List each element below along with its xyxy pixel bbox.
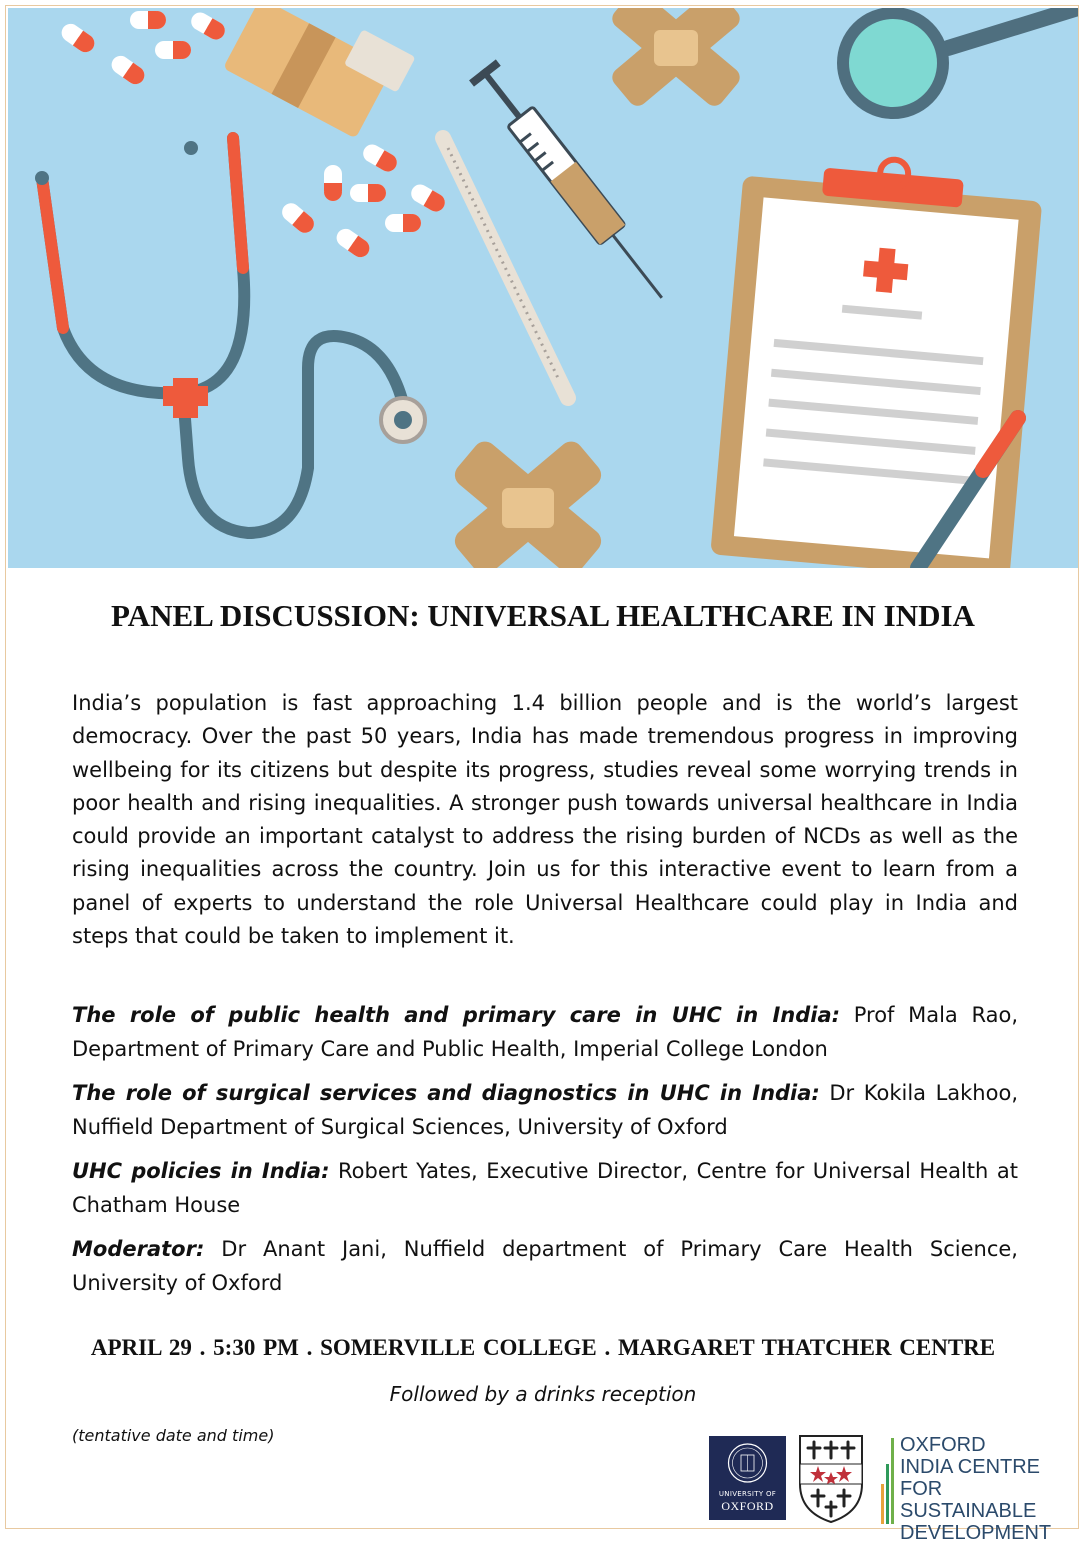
panel-item	[72, 1077, 1018, 1144]
oic-wordmark	[900, 1434, 1080, 1544]
panel-speaker: Prof Mala Rao, Department of Primary Care and Public Health, Imperial College London	[72, 1003, 1018, 1061]
oxford-logo-line2: OXFORD	[721, 1499, 774, 1513]
clipboard	[710, 147, 1045, 568]
panel-item	[72, 999, 1018, 1066]
tentative-note: (tentative date and time)	[72, 1426, 275, 1445]
panel-speaker: Dr Anant Jani, Nuffield department of Primary Care Health Science, University of Oxford	[72, 1237, 1018, 1295]
oic-line: INDIA CENTRE	[900, 1456, 1041, 1478]
oxford-crest-icon	[709, 1436, 786, 1488]
oic-bars-icon	[880, 1434, 898, 1524]
panel-speaker: Robert Yates, Executive Director, Centre for Universal Health at Chatham House	[72, 1159, 1018, 1217]
oxford-logo	[709, 1436, 786, 1520]
medical-illustration	[8, 8, 1078, 568]
panel-topic: UHC policies in India:	[72, 1159, 330, 1183]
oic-line: FOR SUSTAINABLE	[900, 1478, 1037, 1522]
panel-topic: The role of public health and primary care in UHC in India:	[72, 1003, 841, 1027]
drinks-note: Followed by a drinks reception	[389, 1382, 697, 1406]
somerville-crest-icon	[796, 1432, 866, 1524]
panel-speaker: Dr Kokila Lakhoo, Nuffield Department of Surgical Sciences, University of Oxford	[72, 1081, 1018, 1139]
oic-line: OXFORD	[900, 1434, 986, 1456]
intro-paragraph: India’s population is fast approaching 1.4 billion people and is the world’s largest democracy. Over the past 50 years, India has made tremendous progress in improving wellbeing for its citizens but despite its progress, studies reveal some worrying trends in poor health and rising inequalities. A stronger push towards universal healthcare in India could provide an important catalyst to address the rising burden of NCDs as well as the rising inequalities across the country. Join us for this interactive event to learn from a panel of experts to understand the role Universal Healthcare could play in India and steps that could be taken to implement it.	[72, 691, 1018, 949]
oic-line: DEVELOPMENT	[900, 1522, 1052, 1544]
panel-item	[72, 1233, 1018, 1300]
panel-topic: The role of surgical services and diagnostics in UHC in India:	[72, 1081, 820, 1105]
oxford-logo-line1: UNIVERSITY OF	[718, 1490, 777, 1498]
event-date-venue: APRIL 29 . 5:30 PM . SOMERVILLE COLLEGE . MARGARET THATCHER CENTRE	[90, 1335, 996, 1360]
panel-topic: Moderator:	[72, 1237, 205, 1261]
oxford-india-centre-logo	[880, 1434, 1080, 1544]
panel-item	[72, 1155, 1018, 1222]
event-title: PANEL DISCUSSION: UNIVERSAL HEALTHCARE IN INDIA	[111, 598, 975, 633]
